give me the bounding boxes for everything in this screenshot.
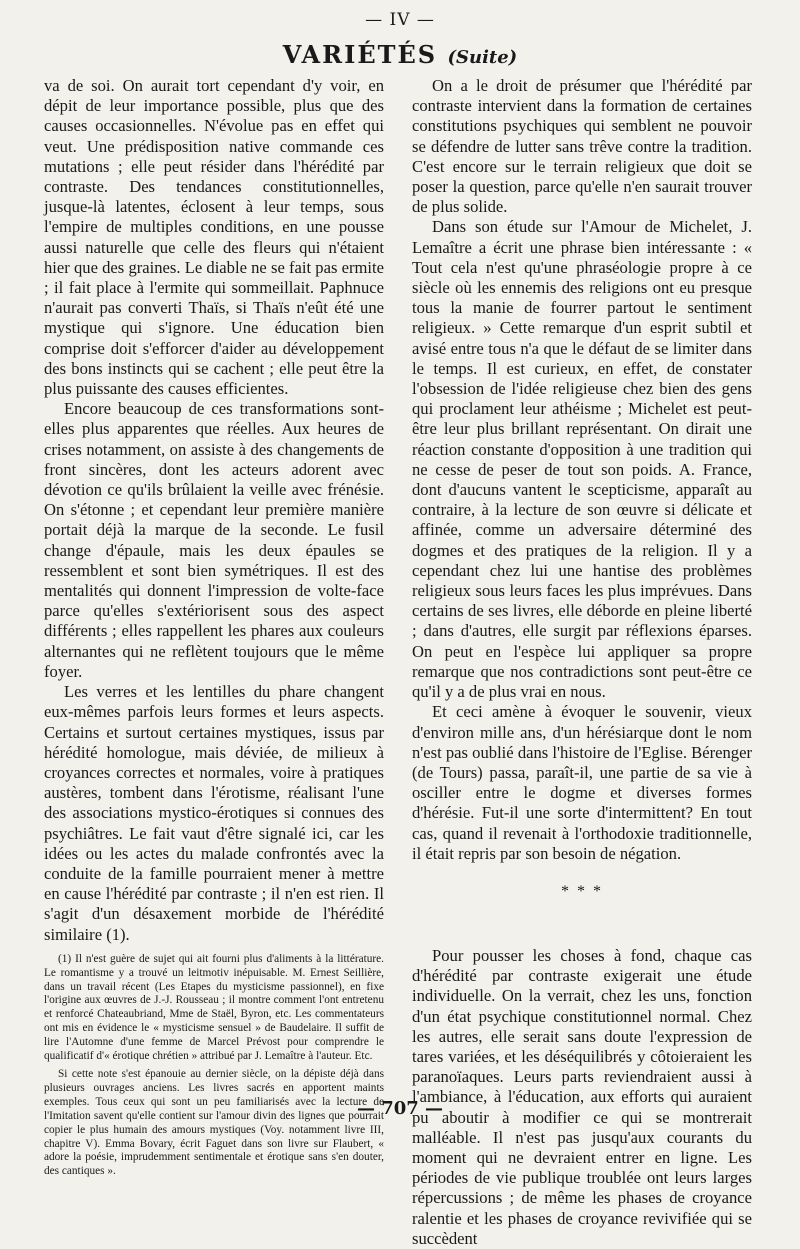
section-separator: * * *: [561, 882, 603, 900]
left-paragraph-1: va de soi. On aurait tort cependant d'y voir, en dépit de leur importance possible, plus que des causes occasionnelles. N'évolue pas en effet qui veut. Une prédisposition native commande ces mutations ; elle peut résider dans l'hérédité par contraste. Des tendances constitutionnelles, jusque-là latentes, éclosent à leur temps, sous l'empire de multiples conditions, en une pousse aussi naturelle que celle des fleurs qui n'étaient hier que des graines. Le diable ne se fait pas ermite ; il fait place à l'ermite qui sommeillait. Paphnuce n'aurait pas converti Thaïs, si Thaïs n'eût été une mystique qui s'ignore. Une éducation bien comprise doit s'efforcer d'aider au développement des bons instincts qui se cachent ; elle peut être la plus puissante des causes efficientes.: [44, 76, 384, 399]
footnotes: [44, 953, 384, 1180]
left-paragraph-3: Les verres et les lentilles du phare changent eux-mêmes parfois leurs formes et leurs aspects. Certains et surtout certaines mystiques, issus par hérédité homologue, mais déviée, de milieux à croyances correctes et normales, voire à pratiques austères, tombent dans l'érotisme, réalisant l'une des associations mystico-érotiques si connues des psychiâtres. Le fait vaut d'être signalé ici, car les idées ou les actes du malade confrontés avec la conduite de la famille pourraient mener à mettre en cause l'hérédité par contraste ; il n'en est rien. Il s'agit d'un désaxement morbide de l'hérédité similaire (1).: [44, 682, 384, 944]
section-numeral: — IV —: [365, 10, 435, 30]
page-title: [0, 40, 800, 69]
left-column: [44, 76, 384, 1179]
right-paragraph-4: Pour pousser les choses à fond, chaque cas d'hérédité par contraste exigerait une étude individuelle. On la verrait, chez les uns, fonction d'un état psychique constitutionnel normal. Chez les autres, elle serait sans doute l'expression de tares variées, et les déséquilibrés y côtoieraient les paranoïaques. Leurs parts reviendraient aussi à l'ambiance, à l'éducation, aux efforts qui auraient pu aboutir à modifier ce qui se montrerait malléable. Il n'est pas jusqu'aux courants du moment qui ne devraient entrer en ligne. Les périodes de vie publique troublée ont leurs larges répercussions ; de même les phases de croyance ralentie et les phases de croyance revivifiée qui se succèdent: [412, 945, 752, 1248]
right-paragraph-3: Et ceci amène à évoquer le souvenir, vieux d'environ mille ans, d'un hérésiarque dont le nom n'est pas oublié dans l'histoire de l'Eglise. Bérenger (de Tours) passa, paraît-il, une partie de sa vie à osciller entre le dogme et diverses formes d'hérésie. Fut-il une sorte d'intermittent? En tout cas, quand il revenait à l'orthodoxie traditionnelle, il était repris par son besoin de négation.: [412, 702, 752, 863]
right-column: [412, 76, 752, 1249]
title-text: VARIÉTÉS: [282, 40, 438, 69]
left-paragraph-2: Encore beaucoup de ces transformations sont-elles plus apparentes que réelles. Aux heures de crises notamment, on assiste à des changements de front sincères, dont les acteurs adorent avec dévotion ce qu'ils brûlaient la veille avec frénésie. On s'étonne ; et cependant leur première manière portait déjà la marque de la seconde. Le fusil change d'épaule, mais les deux épaules se ressemblent et sont bien symétriques. Il est des mentalités qui donnent l'impression de volte-face parce qu'elles s'extériorisent sous des aspect différents ; elles rappellent les phares aux couleurs alternantes qui ne reflètent toujours que le même foyer.: [44, 399, 384, 681]
footnote-1: (1) Il n'est guère de sujet qui ait fourni plus d'aliments à la littérature. Le romantisme y a trouvé un leitmotiv inépuisable. M. Ernest Seillière, dans un travail récent (Les Etapes du mysticisme passionnel), en fixe l'origine aux œuvres de J.-J. Rousseau ; il montre comment l'ont entretenu et renforcé Chateaubriand, Mme de Staël, Byron, etc. Les commentateurs ont mis en évidence le « mysticisme sensuel » de Baudelaire. Il suffit de lire l'Automne d'une femme de Marcel Prévost pour comprendre le qualificatif d'« érotique chrétien » attribué par J. Lemaître à l'auteur. Etc.: [44, 952, 384, 1063]
title-suffix: (Suite): [447, 47, 518, 68]
right-paragraph-1: On a le droit de présumer que l'hérédité par contraste intervient dans la formation de certaines constitutions psychiques qui semblent ne pouvoir se défendre de lutter sans trêve contre la tradition. C'est encore sur le terrain religieux que doit se poser la question, parce qu'elle n'en saurait trouver de plus solide.: [412, 76, 752, 217]
right-paragraph-2: Dans son étude sur l'Amour de Michelet, J. Lemaître a écrit une phrase bien intéressante : « Tout cela n'est qu'une phraséologie propre à ce siècle où les ennemis des religions ont eu presque tous la manie de fourrer partout le sentiment religieux. » Cette remarque d'un esprit subtil et avisé entre tous n'a que le défaut de se limiter dans le temps. Il est curieux, en effet, de constater l'obsession de l'idée religieuse chez bien des gens qui proclament leur athéisme ; Michelet est peut-être leur plus brillant représentant. On dirait une réaction constante d'opposition à une tradition qui ne cesse de peser de tout son poids. A. France, dont d'aucuns vantent le scepticisme, apparaît au contraire, à la lecture de son œuvre si délicate et affinée, comme un adversaire déterminé des dogmes et des pratiques de la religion. Il y a cependant chez lui une hantise des problèmes religieux sous leurs faces les plus imprévues. Dans certains de ses livres, elle déborde en pleine liberté ; dans d'autres, elle surgit par réflexions éparses. On peut en l'espèce lui appliquer sa propre remarque que nos contradictions sont peut-être ce qu'il y a de plus vrai en nous.: [412, 217, 752, 702]
footnote-continuation: Si cette note s'est épanouie au dernier siècle, on la dépiste déjà dans plusieurs ouvrages anciens. Les livres sacrés en apportent maints exemples. Tous ceux qui sont un peu familiarisés avec la lecture de l'Imitation savent qu'elle contient sur l'amour divin des lignes que pourrait copier le plus humain des amours mystiques (Voy. notamment livre III, chapitre V). Emma Bovary, écrit Faguet dans son livre sur Flaubert, « adore la poésie, imprudemment sentimentale et érotique sans s'en douter, des cantiques ».: [44, 1067, 384, 1178]
page-number: — 707 —: [356, 1098, 444, 1119]
